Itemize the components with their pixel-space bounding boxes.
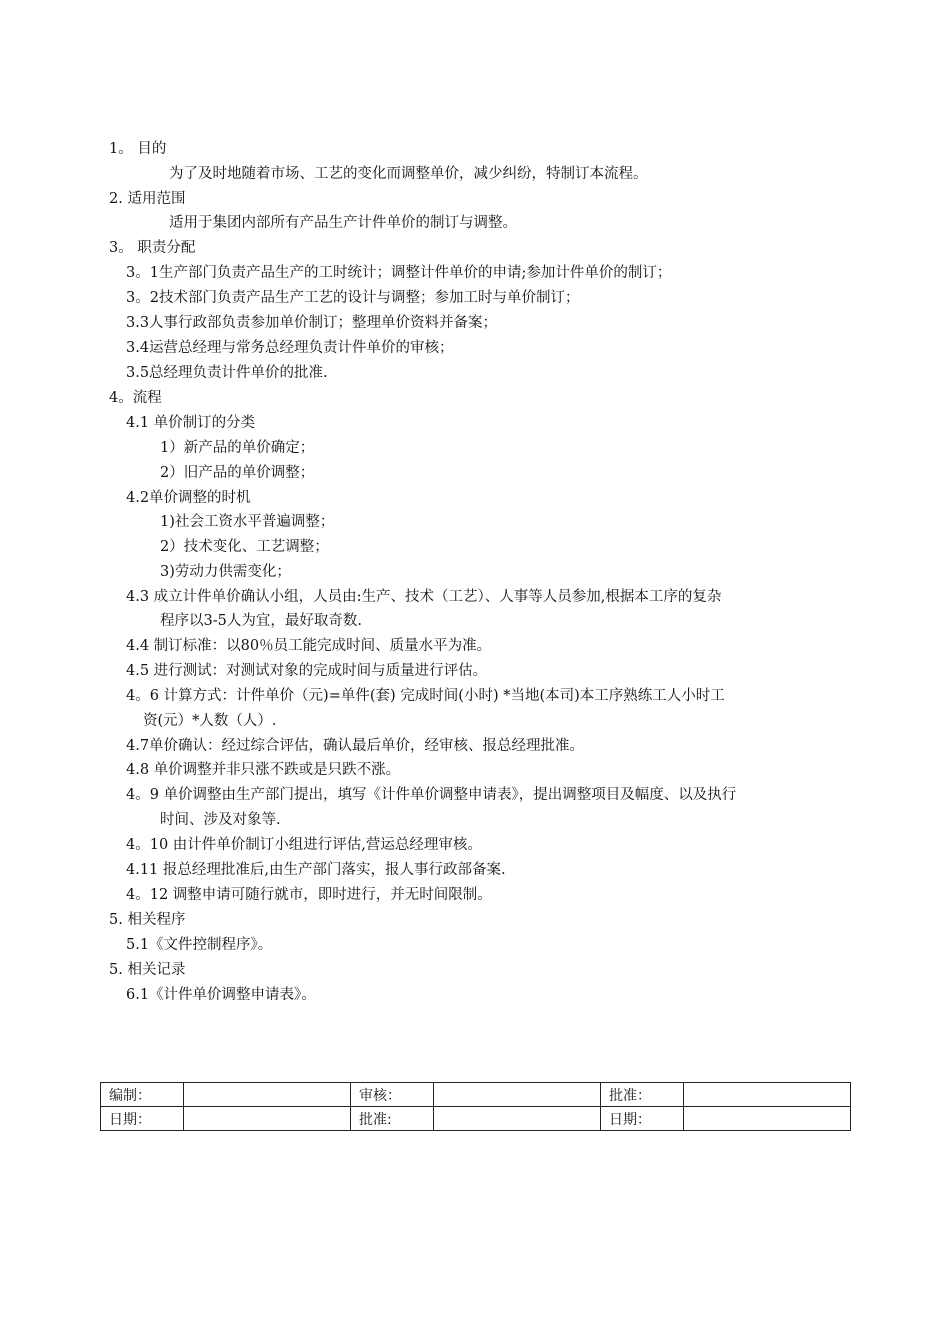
item-4-1-sub-1: 1）新产品的单价确定； xyxy=(160,440,315,456)
author-label: 编制： xyxy=(101,1083,184,1107)
section-1-body: 为了及时地随着市场、工艺的变化而调整单价，减少纠纷，特制订本流程。 xyxy=(169,166,648,182)
section-2-heading: 2. 适用范围 xyxy=(109,191,186,207)
reviewer-label: 审核： xyxy=(351,1083,434,1107)
date-value-2 xyxy=(684,1107,851,1131)
section-2-body: 适用于集团内部所有产品生产计件单价的制订与调整。 xyxy=(169,215,517,231)
section-1-heading: 1。 目的 xyxy=(109,141,167,157)
approver-value xyxy=(684,1083,851,1107)
item-5-1: 5.1《文件控制程序》。 xyxy=(126,937,273,953)
item-3-1: 3。1生产部门负责产品生产的工时统计；调整计件单价的申请;参加计件单价的制订； xyxy=(126,265,672,281)
date-value xyxy=(184,1107,351,1131)
item-4-3: 4.3 成立计件单价确认小组，人员由:生产、技术（工艺）、人事等人员参加,根据本工序的复杂 xyxy=(126,589,722,605)
item-4-11: 4.11 报总经理批准后,由生产部门落实，报人事行政部备案. xyxy=(126,862,506,878)
item-3-5: 3.5总经理负责计件单价的批准. xyxy=(126,365,328,381)
item-4-8: 4.8 单价调整并非只涨不跌或是只跌不涨。 xyxy=(126,762,401,778)
item-4-1: 4.1 单价制订的分类 xyxy=(126,415,256,431)
item-6-1: 6.1《计件单价调整申请表》。 xyxy=(126,987,316,1003)
approval-label: 批准: xyxy=(351,1107,434,1131)
item-4-4: 4.4 制订标准：以80％员工能完成时间、质量水平为准。 xyxy=(126,638,492,654)
item-4-1-sub-2: 2）旧产品的单价调整； xyxy=(160,465,315,481)
approval-value xyxy=(434,1107,601,1131)
item-4-5: 4.5 进行测试：对测试对象的完成时间与质量进行评估。 xyxy=(126,663,488,679)
item-4-7: 4.7单价确认：经过综合评估，确认最后单价，经审核、报总经理批准。 xyxy=(126,738,585,754)
item-4-2: 4.2单价调整的时机 xyxy=(126,490,251,506)
item-4-3-cont: 程序以3-5人为宜，最好取奇数. xyxy=(160,613,362,629)
item-3-3: 3.3人事行政部负责参加单价制订；整理单价资料并备案； xyxy=(126,315,498,331)
section-5-heading: 5. 相关程序 xyxy=(109,912,186,928)
date-label-2: 日期： xyxy=(601,1107,684,1131)
table-row xyxy=(101,1107,851,1131)
item-4-9-cont: 时间、涉及对象等. xyxy=(160,812,281,828)
item-4-2-sub-2: 2）技术变化、工艺调整； xyxy=(160,539,329,555)
item-4-6: 4。6 计算方式：计件单价（元)=单件(套) 完成时间(小时) *当地(本司)本工序熟练工人小时工 xyxy=(126,688,725,704)
approver-label: 批准： xyxy=(601,1083,684,1107)
section-6-heading: 5. 相关记录 xyxy=(109,962,186,978)
item-3-4: 3.4运营总经理与常务总经理负责计件单价的审核； xyxy=(126,340,454,356)
item-4-10: 4。10 由计件单价制订小组进行评估,营运总经理审核。 xyxy=(126,837,482,853)
item-4-12: 4。12 调整申请可随行就市，即时进行，并无时间限制。 xyxy=(126,887,492,903)
table-row xyxy=(101,1083,851,1107)
item-4-6-cont: 资(元）*人数（人）. xyxy=(143,713,277,729)
item-4-9: 4。9 单价调整由生产部门提出，填写《计件单价调整申请表》，提出调整项目及幅度、以及执行 xyxy=(126,787,737,803)
item-3-2: 3。2技术部门负责产品生产工艺的设计与调整；参加工时与单价制订； xyxy=(126,290,580,306)
item-4-2-sub-3: 3)劳动力供需变化； xyxy=(160,564,291,580)
date-label: 日期： xyxy=(101,1107,184,1131)
signature-table xyxy=(100,1082,851,1131)
section-3-heading: 3。 职责分配 xyxy=(109,240,196,256)
reviewer-value xyxy=(434,1083,601,1107)
item-4-2-sub-1: 1)社会工资水平普遍调整； xyxy=(160,514,335,530)
author-value xyxy=(184,1083,351,1107)
section-4-heading: 4。流程 xyxy=(109,390,162,406)
